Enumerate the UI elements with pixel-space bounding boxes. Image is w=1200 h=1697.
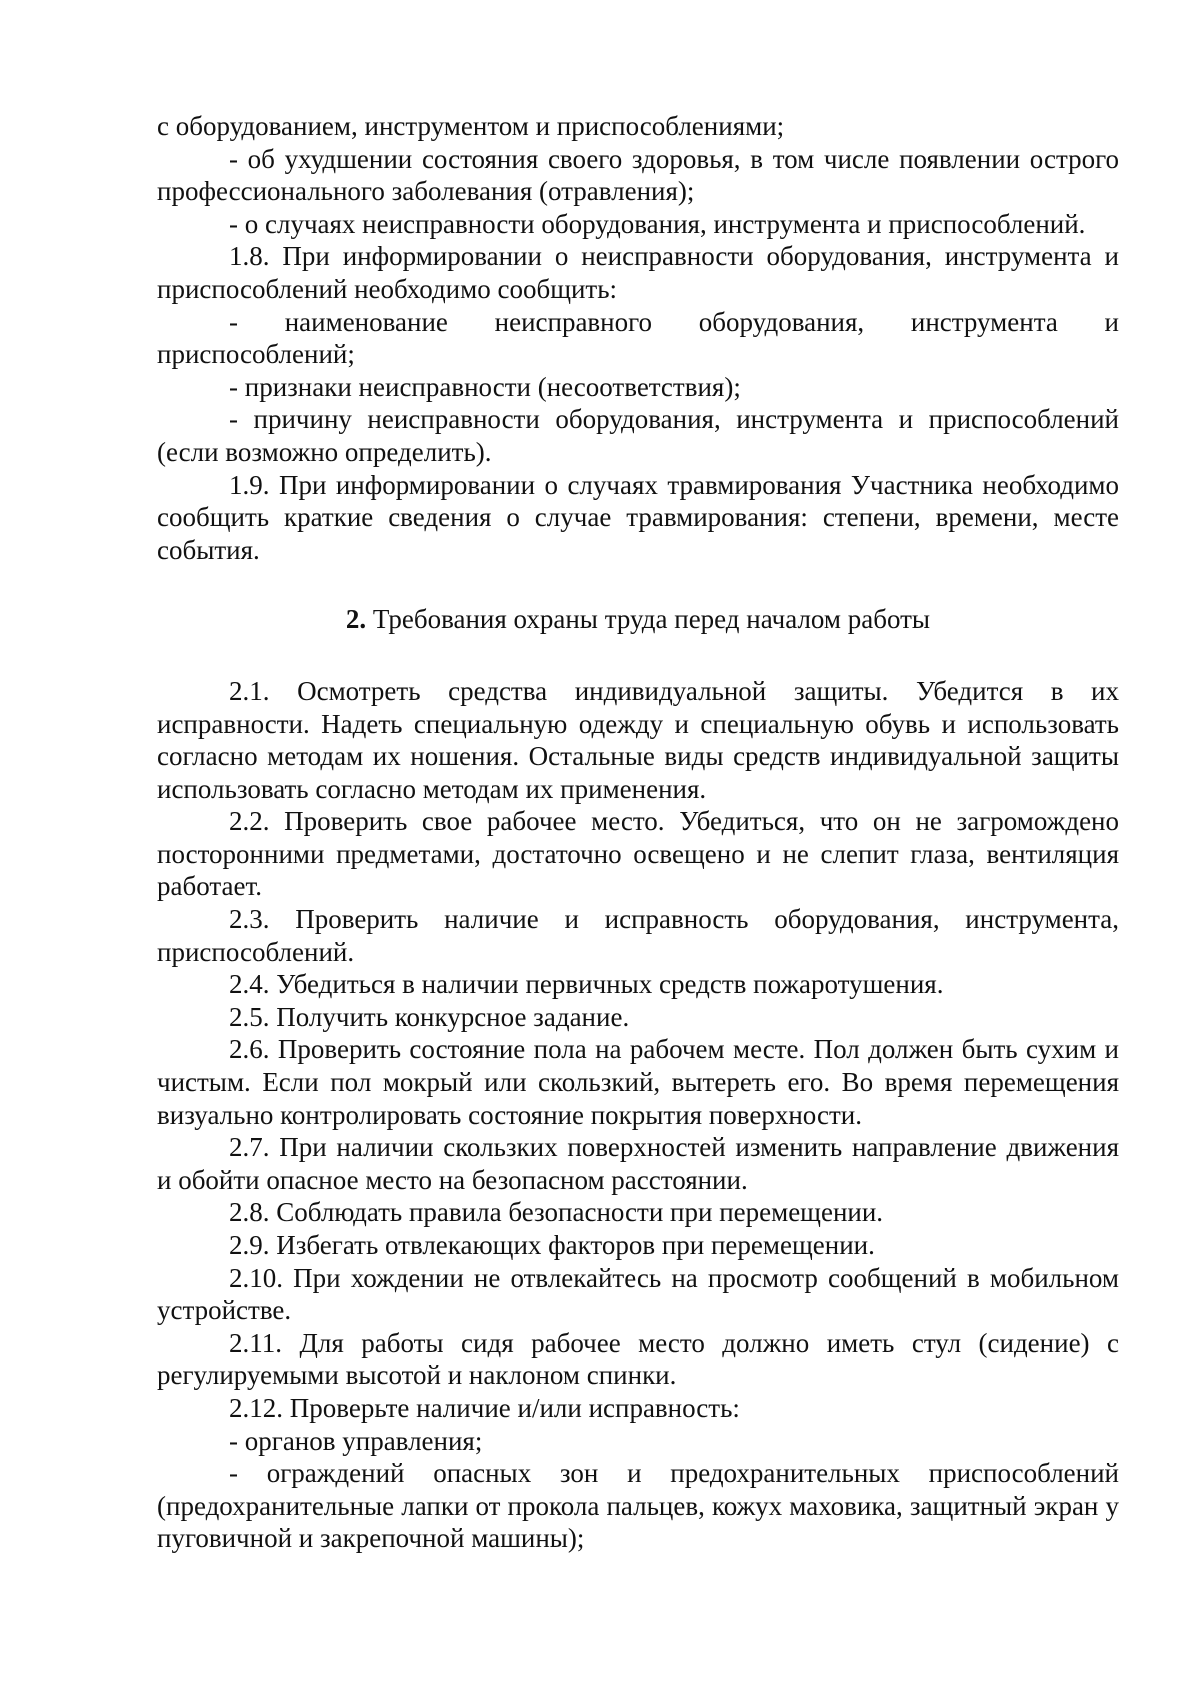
section-heading [157,603,1119,636]
section-number: 2. [345,604,367,635]
clause-2-3: 2.3. Проверить наличие и исправность оборудования, инструмента, приспособлений. [157,904,1119,967]
paragraph-continuation: с оборудованием, инструментом и приспособлениями; [157,111,785,141]
document-page [157,110,1119,1555]
list-item-malfunction-signs: - признаки неисправности (несоответствия); [229,371,741,402]
list-item-health: - об ухудшении состояния своего здоровья, в том числе появлении острого профессионального заболевания (отравления); [157,143,1119,207]
clause-2-1: 2.1. Осмотреть средства индивидуальной защиты. Убедится в их исправности. Надеть специальную одежду и специальную обувь и использовать согласно методам их ношения. Остальные виды средств индивидуальной защиты использовать согласно методам их применения. [157,675,1119,804]
clause-2-9: 2.9. Избегать отвлекающих факторов при перемещении. [229,1230,875,1260]
clause-2-11: 2.11. Для работы сидя рабочее место должно иметь стул (сидение) с регулируемыми высотой и наклоном спинки. [157,1327,1119,1391]
clause-1-9: 1.9. При информировании о случаях травмирования Участника необходимо сообщить краткие сведения о случае травмирования: степени, времени, месте события. [157,469,1119,565]
clause-2-5: 2.5. Получить конкурсное задание. [229,1001,630,1032]
clause-1-8: 1.8. При информировании о неисправности оборудования, инструмента и приспособлений необходимо сообщить: [157,241,1119,304]
clause-2-7: 2.7. При наличии скользких поверхностей изменить направление движения и обойти опасное место на безопасном расстоянии. [157,1132,1119,1195]
list-item-equipment-name: - наименование неисправного оборудования, инструмента и приспособлений; [157,306,1119,370]
clause-2-8: 2.8. Соблюдать правила безопасности при перемещении. [229,1197,884,1228]
clause-2-4: 2.4. Убедиться в наличии первичных средств пожаротушения. [229,969,944,1000]
list-item-guards: - ограждений опасных зон и предохранительных приспособлений (предохранительные лапки от прокола пальцев, кожух маховика, защитный экран у пуговичной и закрепочной машины); [157,1458,1119,1554]
clause-2-10: 2.10. При хождении не отвлекайтесь на просмотр сообщений в мобильном устройстве. [157,1262,1119,1326]
section-title: Требования охраны труда перед началом работы [372,604,931,635]
list-item-malfunction-cases: - о случаях неисправности оборудования, инструмента и приспособлений. [229,208,1086,239]
list-item-malfunction-cause: - причину неисправности оборудования, инструмента и приспособлений (если возможно определить). [157,404,1119,467]
clause-2-2: 2.2. Проверить свое рабочее место. Убедиться, что он не загромождено посторонними предметами, достаточно освещено и не слепит глаза, вентиляция работает. [157,806,1119,902]
clause-2-6: 2.6. Проверить состояние пола на рабочем месте. Пол должен быть сухим и чистым. Если пол мокрый или скользкий, вытереть его. Во время перемещения визуально контролировать состояние покрытия поверхности. [157,1034,1119,1130]
list-item-controls: - органов управления; [229,1425,483,1456]
clause-2-12: 2.12. Проверьте наличие и/или исправность: [229,1392,740,1423]
